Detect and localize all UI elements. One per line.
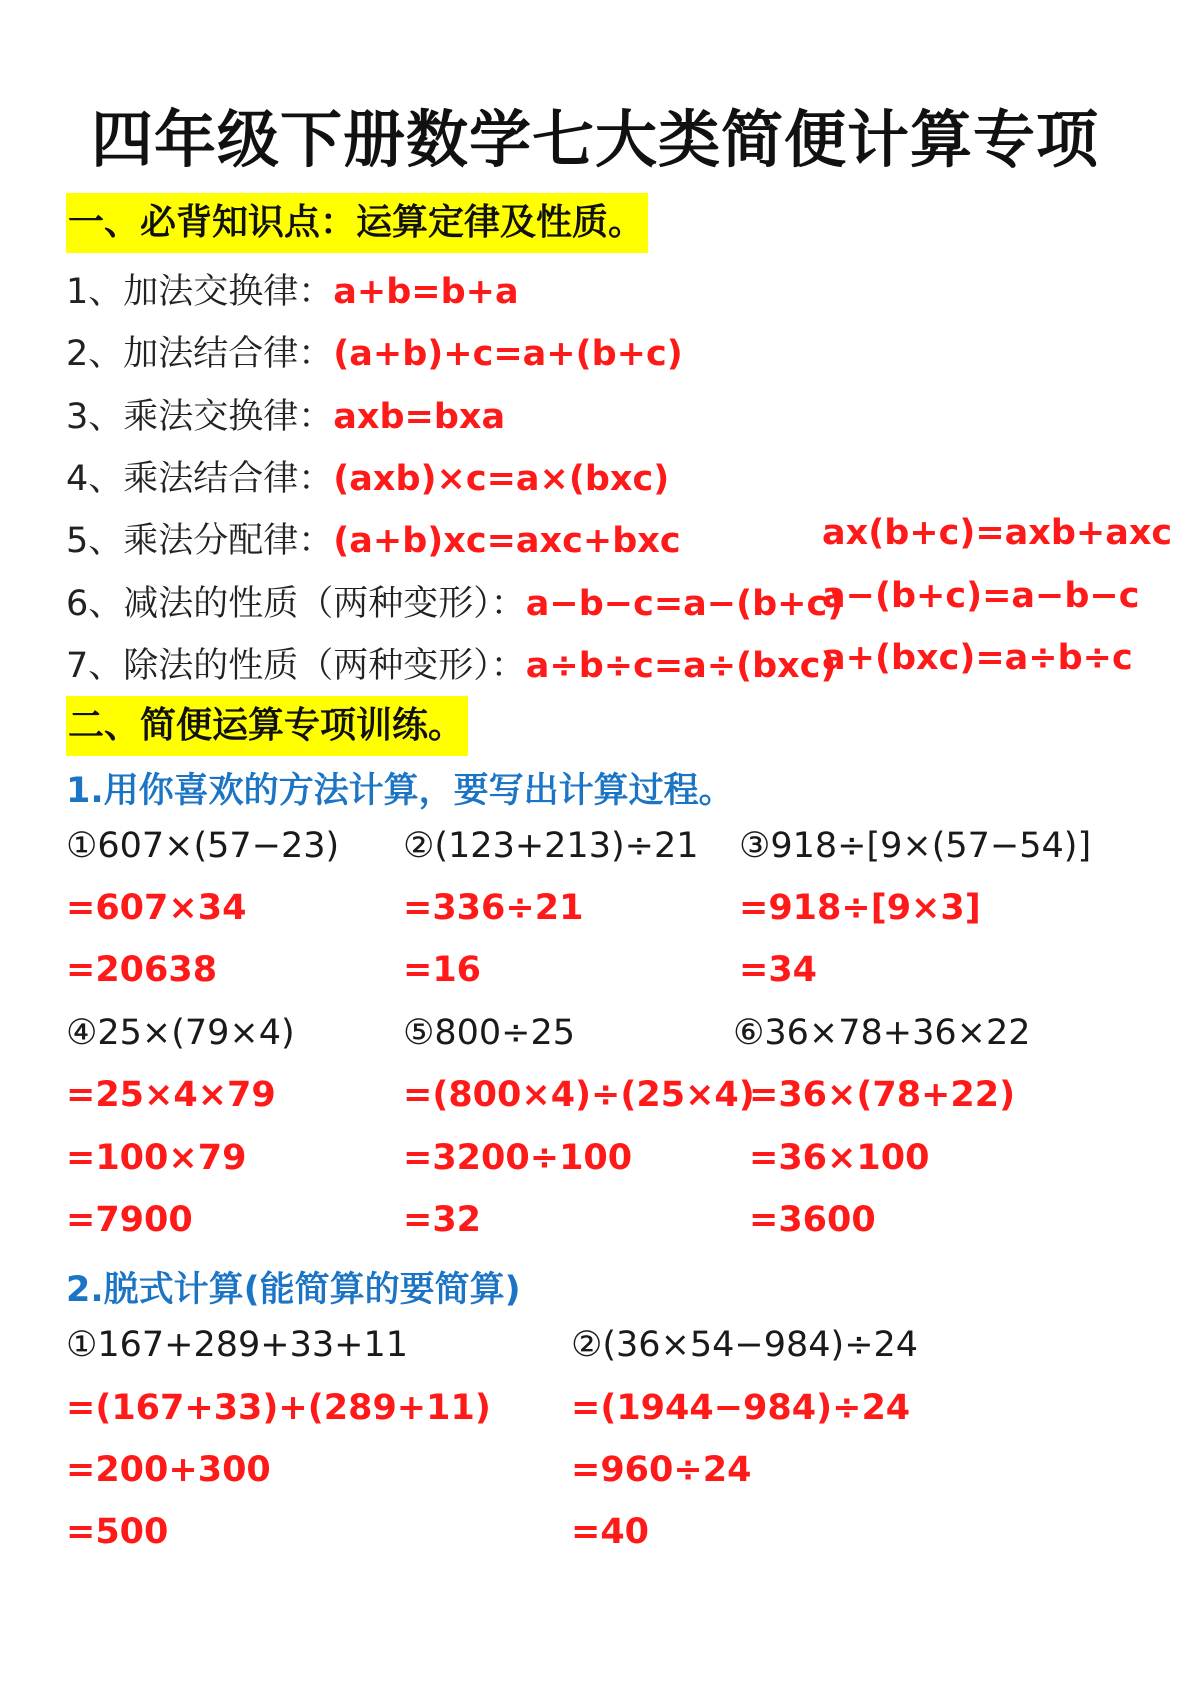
- law-formula: a÷b÷c=a÷(bxc): [525, 646, 837, 686]
- problem-step: =(1944−984)÷24: [571, 1388, 911, 1428]
- problem-step: =34: [739, 950, 818, 990]
- problem-step: =200+300: [66, 1450, 271, 1490]
- law-formula-alt: a−(b+c)=a−b−c: [822, 576, 1140, 616]
- law-label: 6、减法的性质（两种变形）：: [66, 584, 526, 624]
- problem-question: ①167+289+33+11: [66, 1325, 409, 1365]
- part2-title: 2.脱式计算(能简算的要简算): [66, 1270, 521, 1310]
- law-formula: axb=bxa: [333, 397, 506, 437]
- law-label: 7、除法的性质（两种变形）：: [66, 646, 526, 686]
- page-title: 四年级下册数学七大类简便计算专项: [90, 103, 1099, 176]
- law-label: 3、乘法交换律：: [66, 397, 334, 437]
- law-label: 1、加法交换律：: [66, 272, 334, 312]
- law-formula-alt: a+(bxc)=a÷b÷c: [822, 638, 1133, 678]
- part1-title: 1.用你喜欢的方法计算，要写出计算过程。: [66, 771, 734, 811]
- law-formula: (axb)×c=a×(bxc): [333, 459, 670, 499]
- section-heading-knowledge: 一、必背知识点：运算定律及性质。: [66, 193, 648, 253]
- law-row: [66, 326, 683, 376]
- problem-step: =25×4×79: [66, 1075, 276, 1115]
- law-row: [66, 576, 843, 626]
- problem-step: =(800×4)÷(25×4): [403, 1075, 755, 1115]
- problem-step: =100×79: [66, 1138, 247, 1178]
- law-label: 5、乘法分配律：: [66, 521, 334, 561]
- law-label: 2、加法结合律：: [66, 334, 334, 374]
- problem-step: =20638: [66, 950, 218, 990]
- law-formula: a−b−c=a−(b+c): [525, 584, 844, 624]
- problem-step: =500: [66, 1512, 169, 1552]
- law-formula: a+b=b+a: [333, 272, 519, 312]
- law-row: [66, 638, 837, 688]
- problem-step: =7900: [66, 1200, 193, 1240]
- problem-question: ③918÷[9×(57−54)]: [739, 826, 1092, 866]
- problem-step: =3200÷100: [403, 1138, 633, 1178]
- law-row: [66, 389, 505, 439]
- law-label: 4、乘法结合律：: [66, 459, 334, 499]
- law-row: [66, 451, 669, 501]
- law-formula: (a+b)xc=axc+bxc: [333, 521, 681, 561]
- problem-step: =607×34: [66, 888, 247, 928]
- law-formula: (a+b)+c=a+(b+c): [333, 334, 683, 374]
- problem-step: =3600: [749, 1200, 876, 1240]
- problem-step: =16: [403, 950, 482, 990]
- problem-step: =918÷[9×3]: [739, 888, 981, 928]
- problem-step: =32: [403, 1200, 482, 1240]
- problem-step: =36×(78+22): [749, 1075, 1016, 1115]
- problem-question: ②(36×54−984)÷24: [571, 1325, 919, 1365]
- problem-step: =960÷24: [571, 1450, 752, 1490]
- law-row: [66, 264, 519, 314]
- problem-question: ①607×(57−23): [66, 826, 340, 866]
- law-row: [66, 513, 681, 563]
- law-formula-alt: ax(b+c)=axb+axc: [822, 513, 1173, 553]
- problem-step: =336÷21: [403, 888, 584, 928]
- problem-step: =40: [571, 1512, 650, 1552]
- problem-question: ⑤800÷25: [403, 1013, 576, 1053]
- problem-step: =36×100: [749, 1138, 930, 1178]
- section-heading-practice: 二、简便运算专项训练。: [66, 696, 468, 756]
- problem-question: ④25×(79×4): [66, 1013, 295, 1053]
- problem-question: ②(123+213)÷21: [403, 826, 699, 866]
- problem-step: =(167+33)+(289+11): [66, 1388, 491, 1428]
- problem-question: ⑥36×78+36×22: [733, 1013, 1031, 1053]
